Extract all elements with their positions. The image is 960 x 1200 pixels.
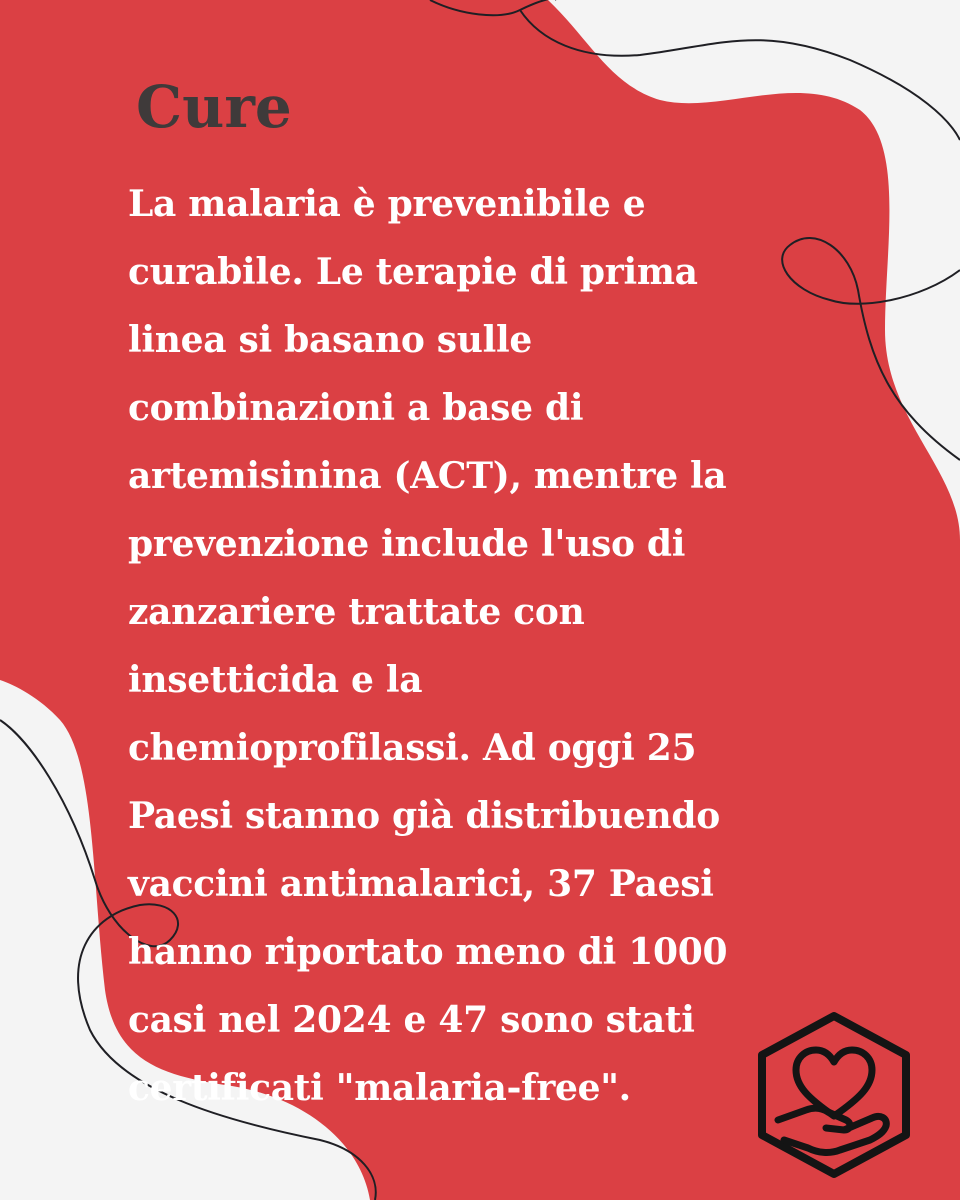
heart-in-hand-hexagon-icon bbox=[748, 1008, 920, 1180]
hand-shape bbox=[778, 1108, 886, 1152]
body-paragraph: La malaria è prevenibile e curabile. Le terapie di prima linea si basano sulle combinazioni a base di artemisinina (ACT), mentre la prevenzione include l'uso di zanzariere trattate con insetticida e la chemioprofilassi. Ad oggi 25 Paesi stanno già distribuendo vaccini antimalarici, 37 Paesi hanno riportato meno di 1000 casi nel 2024 e 47 sono stati certificati "malaria-free". bbox=[128, 183, 728, 1109]
page-title: Cure bbox=[136, 73, 292, 141]
